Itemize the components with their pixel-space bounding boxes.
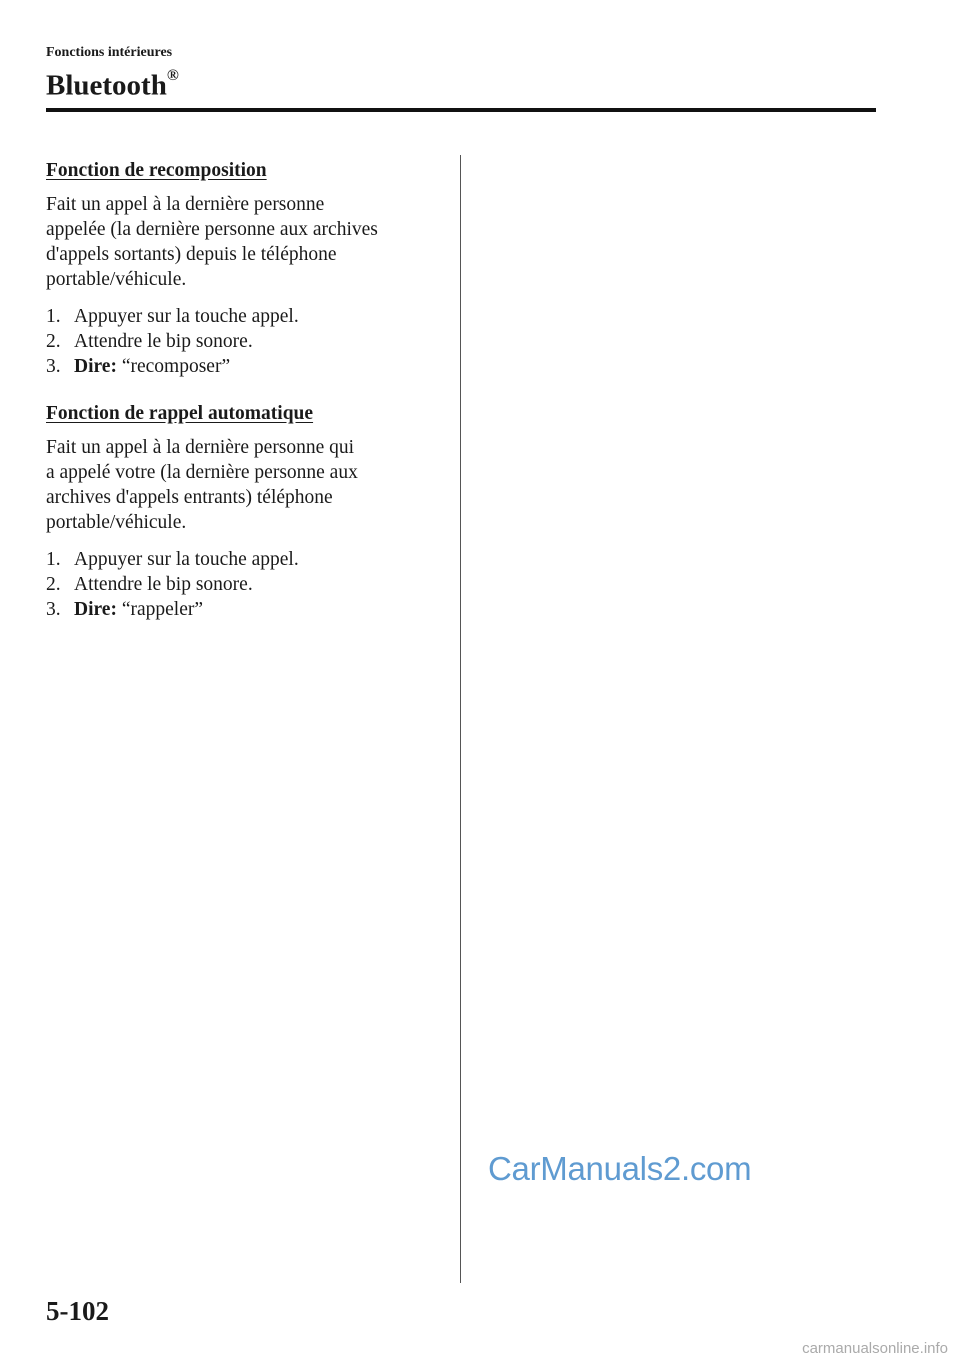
chapter-title-text: Bluetooth (46, 69, 167, 102)
step-item (46, 329, 446, 354)
step-text: Appuyer sur la touche appel. (74, 306, 299, 327)
section-rappel-automatique (46, 401, 446, 622)
step-text: Appuyer sur la touche appel. (74, 549, 299, 570)
left-column (46, 158, 446, 644)
step-number: 3. (46, 356, 61, 377)
step-item (46, 572, 446, 597)
step-text: Attendre le bip sonore. (74, 331, 253, 352)
paragraph-line: archives d'appels entrants) téléphone (46, 487, 333, 508)
page-number: 5-102 (46, 1296, 109, 1326)
column-divider (460, 155, 461, 1283)
footer-watermark: carmanualsonline.info (802, 1340, 948, 1357)
step-keyword: Dire: (74, 599, 117, 620)
paragraph-line: appelée (la dernière personne aux archives (46, 219, 378, 240)
chapter-title (46, 60, 179, 106)
section-paragraph (46, 192, 446, 292)
watermark-logo: CarManuals2.com (488, 1150, 752, 1187)
paragraph-line: portable/véhicule. (46, 512, 187, 533)
step-item (46, 354, 446, 379)
step-list (46, 547, 446, 622)
section-heading: Fonction de recomposition (46, 160, 267, 181)
section-paragraph (46, 435, 446, 535)
step-keyword: Dire: (74, 356, 117, 377)
section-recomposition (46, 158, 446, 379)
step-list (46, 304, 446, 379)
step-number: 2. (46, 574, 61, 595)
registered-mark: ® (166, 67, 179, 84)
step-item (46, 597, 446, 622)
step-number: 3. (46, 599, 61, 620)
step-item (46, 304, 446, 329)
step-item (46, 547, 446, 572)
step-number: 1. (46, 549, 61, 570)
section-heading: Fonction de rappel automatique (46, 403, 314, 424)
step-text: “recomposer” (121, 356, 231, 377)
section-label: Fonctions intérieures (46, 45, 173, 60)
paragraph-line: a appelé votre (la dernière personne aux (46, 462, 358, 483)
paragraph-line: d'appels sortants) depuis le téléphone (46, 244, 337, 265)
step-text: Attendre le bip sonore. (74, 574, 253, 595)
paragraph-line: Fait un appel à la dernière personne (46, 194, 325, 215)
paragraph-line: Fait un appel à la dernière personne qui (46, 437, 355, 458)
step-number: 1. (46, 306, 61, 327)
paragraph-line: portable/véhicule. (46, 269, 187, 290)
step-number: 2. (46, 331, 61, 352)
step-text: “rappeler” (121, 599, 204, 620)
header-rule (46, 108, 876, 112)
